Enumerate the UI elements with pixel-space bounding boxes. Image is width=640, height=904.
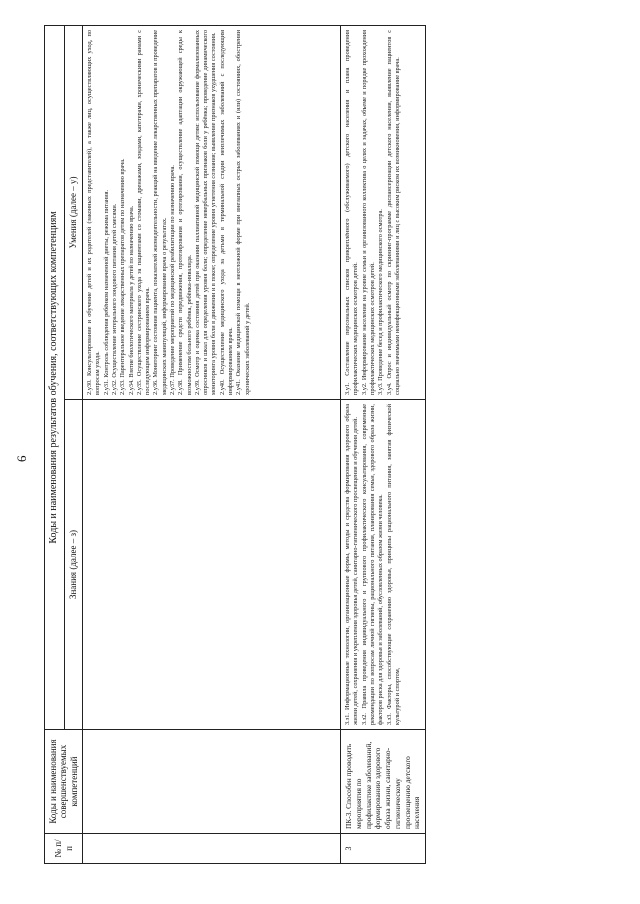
skill-item: 3.у3. Проведение бесед и профилактического медицинского осмотра. <box>377 209 385 395</box>
skill-item: 2.у38. Применение средств передвижения, протезирования и ортезирования, осуществление адаптации окружающей среды к возможностям больного ребёнка, ребёнка-инвалида. <box>177 29 193 395</box>
cell-skills-continuation <box>83 25 341 399</box>
skill-item: 2.у31. Контроль соблюдения ребёнком назначенной диеты, режима питания. <box>102 189 110 395</box>
row-number: 3 <box>341 834 426 864</box>
skill-item: 3.у1. Составление персональных списков прикреплённого (обслуживаемого) детского населения и плана проведения профилактических медицинских осмотров детей. <box>344 29 360 395</box>
cell-skills-pk3 <box>341 25 426 399</box>
skill-item: 2.у33. Парентеральное введение лекарственных препаратов детям по назначению врача. <box>119 158 127 395</box>
skill-item: 2.у36. Мониторинг состояния пациента, показателей жизнедеятельности, реакций на введение лекарственных препаратов и проведение медицинских манипуляций, информирование врача о результатах. <box>152 29 168 395</box>
header-results-group: Коды и наименования результатов обучения, соответствующих компетенциям <box>45 25 65 729</box>
skill-item: 2.у41. Оказание медицинской помощи в неотложной форме при внезапных острых заболеваниях и (или) состояниях, обострении хронических заболеваний у детей. <box>235 29 251 395</box>
skill-item: 2.у32. Осуществление энтерального зондового питания детей смесями. <box>110 203 118 395</box>
knowledge-item: 3.з3. Факторы, способствующие сохранению здоровья, принципы рационального питания, занятия физической культурой и спортом, <box>385 404 401 725</box>
cell-knowledge-pk3 <box>341 400 426 730</box>
header-num: № п/п <box>45 834 83 864</box>
page-number: 6 <box>14 455 29 462</box>
cell-knowledge-empty <box>83 400 341 730</box>
competence-table <box>44 25 426 864</box>
knowledge-item: 3.з2. Правила проведения индивидуального и группового профилактического консультирования, современные рекомендации по вопросам личной гигиены, рационального питания, планирования семьи, здорового образа жизни, факторов риска для здоровья и заболеваний, обусловленных образом жизни человека. <box>360 404 385 725</box>
skill-item: 2.у30. Консультирование и обучение детей и их родителей (законных представителей), а также лиц, осуществляющих уход, по вопросам ухода. <box>86 29 102 395</box>
table-row-pk3 <box>341 25 426 863</box>
header-knowledge: Знания (далее – з) <box>64 400 82 730</box>
skill-item: 2.у40. Осуществление медицинского ухода за детьми в терминальной стадии неизлечимых заболеваний с последующим информированием врача. <box>218 29 235 395</box>
competence-pk3: ПК-3. Способен проводить мероприятия по профилактике заболеваний, формированию здорового образа жизни, санитарно-гигиеническому просвещению детского населения <box>341 730 426 834</box>
skill-item: 2.у35. Осуществление сестринского ухода за пациентами со стомами, дренажами, зондами, катетерами, хроническими ранами с последующим информированием врача. <box>135 29 152 395</box>
skill-item: 3.у2. Информирование населения на уровне семьи и организованного коллектива о целях и задачах, объеме и порядке прохождения профилактических медицинских осмотров детей. <box>360 29 376 395</box>
header-skills: Умения (далее – у) <box>64 25 82 399</box>
skill-item: 2.у34. Взятие биологического материала у детей по назначению врача. <box>127 205 135 395</box>
skill-item: 3.у4. Опрос и индивидуальный осмотр по скрининг-программе диспансеризации детского населения, выявление пациентов с социально значимыми неинфекционными заболеваниями и лиц с высоким риском их возникновения, информирование врача. <box>385 29 401 395</box>
cell-num-empty <box>83 834 341 864</box>
table-row-continuation <box>83 25 341 863</box>
knowledge-item: 3.з1. Информационные технологии, организационные формы, методы и средства формирования здорового образа жизни детей, сохранения и укрепления здоровья детей, санитарно-гигиенического просвещения и обучения детей. <box>344 404 360 725</box>
table-header-row <box>45 25 65 863</box>
skill-item: 2.у39. Осмотр и оценка состояния детей при оказании паллиативной медицинской помощи детям: использование формализованных опросников и шкал для определения уровня боли; определение невербальных признаков боли у ребёнка; проведение динамического мониторинга уровня боли в движении и в покое; определение уровня угнетения сознания; выявление признаков ухудшения состояния. <box>193 29 218 395</box>
skill-item: 2.у37. Проведение мероприятий по медицинской реабилитации по назначению врача. <box>169 165 176 395</box>
cell-competence-empty <box>83 730 341 834</box>
header-competence: Коды и наименования совершенствуемых компетенций <box>45 730 83 834</box>
